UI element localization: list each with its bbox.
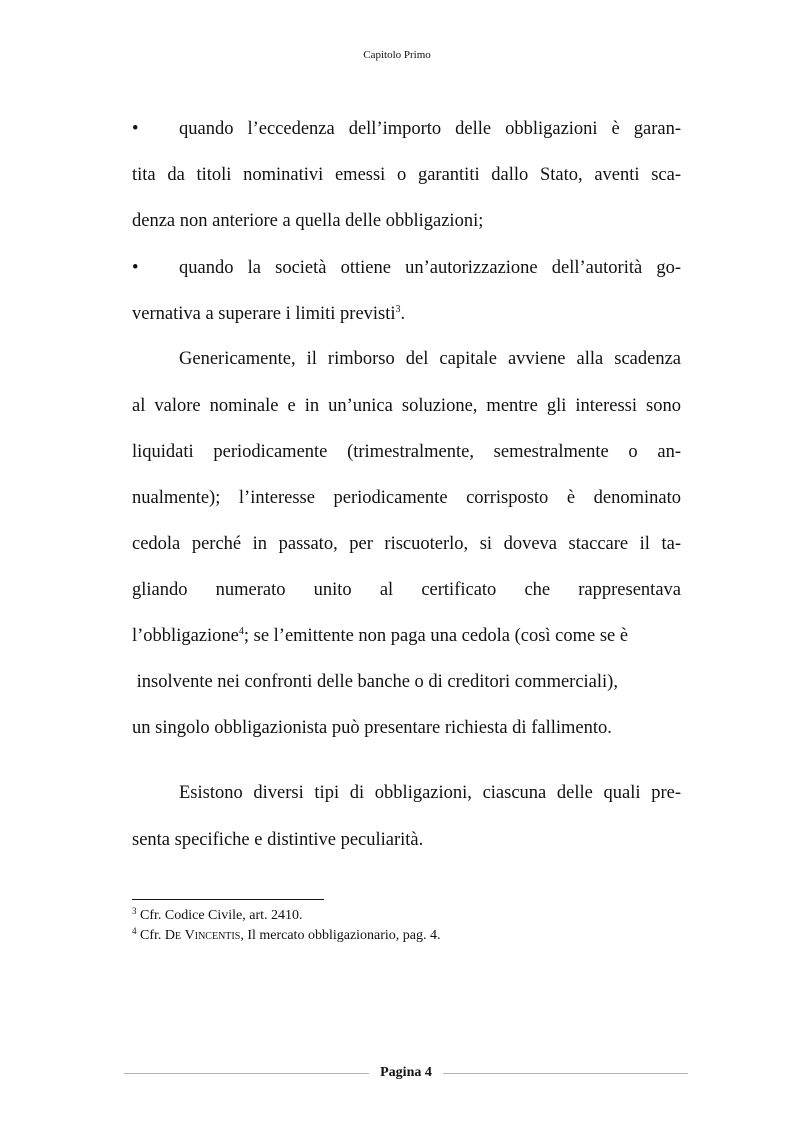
line-text: Esistono diversi tipi di obbligazioni, ciascuna delle quali pre- [179, 783, 681, 803]
paragraph-1-line-1 [132, 347, 681, 371]
line-text: vernativa a superare i limiti previsti [132, 304, 396, 324]
footnote-author [165, 928, 240, 943]
footnote-ref-4[interactable]: 4 [238, 626, 244, 637]
paragraph-2-line-1 [132, 781, 681, 805]
footnote-number: 4 [132, 926, 137, 936]
paragraph-1-line-6: gliando numerato unito al certificato che rappresentava [132, 580, 681, 600]
author-name-part: incentis [194, 928, 241, 943]
line-text: . [400, 304, 406, 324]
bullet-item-1-line-3: denza non anteriore a quella delle obbligazioni; [132, 211, 484, 231]
footnote-text: , Il mercato obbligazionario, pag. 4. [240, 928, 441, 943]
line-text: ; se l’emittente non paga una cedola (così come se è [243, 626, 629, 646]
footnote-separator [132, 899, 324, 900]
paragraph-1-line-4: nualmente); l’interesse periodicamente corrisposto è denominato [132, 488, 681, 508]
bullet-item-2-line-1 [132, 256, 681, 280]
bullet-text: quando l’eccedenza dell’importo delle obbligazioni è garan- [179, 119, 681, 139]
bullet-item-1-line-2: tita da titoli nominativi emessi o garantiti dallo Stato, aventi sca- [132, 165, 681, 185]
footnote-4 [132, 927, 692, 945]
author-initial: D [164, 928, 176, 943]
bullet-item-2-line-2 [132, 302, 681, 326]
bullet-item-1-line-1 [132, 117, 681, 141]
footnote-text: Cfr. Codice Civile, art. 2410. [136, 908, 303, 923]
bullet-icon: • [132, 258, 139, 278]
page-footer [124, 1061, 688, 1085]
line-text: Genericamente, il rimborso del capitale avviene alla scadenza [179, 349, 681, 369]
paragraph-1-line-8: insolvente nei confronti delle banche o di creditori commerciali), [132, 672, 618, 692]
footnote-number: 3 [132, 906, 137, 916]
paragraph-1-line-7 [132, 624, 681, 648]
paragraph-1-line-5: cedola perché in passato, per riscuoterlo, si doveva staccare il ta- [132, 534, 681, 554]
bullet-text: quando la società ottiene un’autorizzazione dell’autorità go- [179, 258, 681, 278]
paragraph-1-line-2: al valore nominale e in un’unica soluzione, mentre gli interessi sono [132, 396, 681, 416]
author-initial: V [184, 928, 195, 943]
page-header: Capitolo Primo [363, 49, 431, 61]
paragraph-1-line-3: liquidati periodicamente (trimestralmente, semestralmente o an- [132, 442, 681, 462]
line-text: l’obbligazione [132, 626, 239, 646]
bullet-icon: • [132, 119, 139, 139]
footnote-3 [132, 907, 692, 925]
paragraph-1-line-9: un singolo obbligazionista può presentare richiesta di fallimento. [132, 718, 612, 738]
paragraph-2-line-2: senta specifiche e distintive peculiarità. [132, 830, 424, 850]
author-name-part: e [175, 928, 185, 943]
footnote-ref-3[interactable]: 3 [395, 304, 401, 315]
footnote-text: Cfr. [136, 928, 165, 943]
page-number: Pagina 4 [374, 1065, 438, 1080]
